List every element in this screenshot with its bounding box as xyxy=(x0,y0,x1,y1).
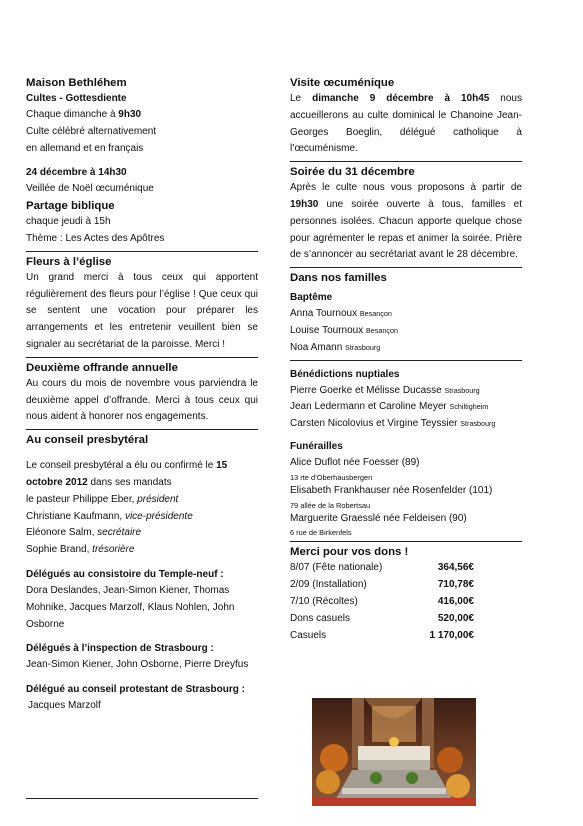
divider xyxy=(26,429,258,430)
dons-title: Merci pour vos dons ! xyxy=(290,546,409,559)
divider xyxy=(26,251,258,252)
fleurs-text: Un grand merci à tous ceux qui apportent régulièrement des fleurs pour l’église ! Que ceux qui se sentent une vocation pour préparer les arrangements et les entretenir veuillent bien se signaler au secrétariat de la paroisse. Merci ! xyxy=(26,271,258,350)
bapteme-title: Baptême xyxy=(290,292,333,304)
bapteme-2: Louise Tournoux Besançon xyxy=(290,324,398,336)
protestant-title: Délégué au conseil protestant de Strasbourg : xyxy=(26,684,245,696)
left-column xyxy=(26,76,258,715)
fleurs-title: Fleurs à l’église xyxy=(26,255,112,268)
offrande-text: Au cours du mois de novembre vous parviendra le deuxième appel d’offrande. Merci à tous ceux qui nous aident à honorer nos engagements. xyxy=(26,377,258,423)
funerailles-title: Funérailles xyxy=(290,440,343,452)
visite-title: Visite œcuménique xyxy=(290,77,395,89)
benediction-3: Carsten Nicolovius et Virgine Teyssier Strasbourg xyxy=(290,418,496,430)
benediction-2: Jean Ledermann et Caroline Meyer Schiltigheim xyxy=(290,401,489,413)
funeraille-2-address: 79 allée de la Robertsau xyxy=(290,500,371,510)
don-row: Dons casuels 520,00€ xyxy=(290,612,474,624)
don-row: 2/09 (Installation) 710,78€ xyxy=(290,579,474,591)
divider xyxy=(290,267,522,268)
funeraille-3-name: Marguerite Graesslé née Feldeisen (90) xyxy=(290,512,467,524)
noel-date: 24 décembre à 14h30 xyxy=(26,167,127,179)
don-row: Casuels 1 170,00€ xyxy=(290,629,474,641)
conseil-title: Au conseil presbytéral xyxy=(26,434,149,447)
bapteme-3: Noa Amann Strasbourg xyxy=(290,341,381,353)
divider xyxy=(290,360,522,361)
partage-line2: Thème : Les Actes des Apôtres xyxy=(26,232,165,244)
cultes-line3: en allemand et en français xyxy=(26,142,144,154)
right-column xyxy=(290,76,522,644)
partage-line1: chaque jeudi à 15h xyxy=(26,216,111,228)
maison-title: Maison Bethléhem xyxy=(26,77,127,89)
partage-title: Partage biblique xyxy=(26,200,115,213)
funeraille-2-name: Elisabeth Frankhauser née Rosenfelder (101) xyxy=(290,484,493,496)
cultes-title: Cultes - Gottesdiente xyxy=(26,93,127,104)
familles-title: Dans nos familles xyxy=(290,272,387,285)
divider xyxy=(26,798,258,799)
member-3: Eléonore Salm, secrétaire xyxy=(26,527,142,539)
member-1: le pasteur Philippe Eber, président xyxy=(26,493,179,505)
member-4: Sophie Brand, trésorière xyxy=(26,544,135,556)
church-altar-photo xyxy=(312,698,476,806)
inspection-title: Délégués à l’inspection de Strasbourg : xyxy=(26,643,214,655)
divider xyxy=(26,357,258,358)
cultes-line2: Culte célébré alternativement xyxy=(26,125,157,137)
benediction-1: Pierre Goerke et Mélisse Ducasse Strasbourg xyxy=(290,384,480,396)
funeraille-1-address: 13 rte d’Oberhausbergen xyxy=(290,472,373,482)
benedictions-title: Bénédictions nuptiales xyxy=(290,368,400,380)
funeraille-3-address: 6 rue de Birkenfels xyxy=(290,528,352,538)
don-row: 8/07 (Fête nationale) 364,56€ xyxy=(290,562,474,574)
consistoire-text: Dora Deslandes, Jean-Simon Kiener, Thomas Mohnike, Jacques Marzolf, Klaus Nohlen, John Osborne xyxy=(26,584,235,630)
inspection-text: Jean-Simon Kiener, John Osborne, Pierre Dreyfus xyxy=(26,659,249,671)
protestant-text: Jacques Marzolf xyxy=(28,700,101,712)
offrande-title: Deuxième offrande annuelle xyxy=(26,361,178,374)
bapteme-1: Anna Tournoux Besançon xyxy=(290,308,392,320)
consistoire-title: Délégués au consistoire du Temple-neuf : xyxy=(26,568,224,580)
divider xyxy=(290,541,522,542)
divider xyxy=(290,161,522,162)
cultes-line1: Chaque dimanche à 9h30 xyxy=(26,109,142,120)
soiree-title: Soirée du 31 décembre xyxy=(290,166,415,179)
member-2: Christiane Kaufmann, vice-présidente xyxy=(26,510,193,522)
don-row: 7/10 (Récoltes) 416,00€ xyxy=(290,595,474,607)
noel-text: Veillée de Noël œcuménique xyxy=(26,183,154,195)
visite-text: Le dimanche 9 décembre à 10h45 nous accueillerons au culte dominical le Chanoine Jean-Georges Boeglin, délégué catholique à l’œcuménisme. xyxy=(290,93,522,155)
soiree-text: Après le culte nous vous proposons à partir de 19h30 une soirée ouverte à tous, familles et personnes isolées. Chacun apporte quelque chose pour agrémenter le repas et animer la soirée. Prière de s’annoncer au secrétariat avant le 28 décembre. xyxy=(290,182,522,261)
funeraille-1-name: Alice Duflot née Foesser (89) xyxy=(290,456,420,468)
conseil-intro: Le conseil presbytéral a élu ou confirmé le 15 octobre 2012 dans ses mandats xyxy=(26,460,228,488)
